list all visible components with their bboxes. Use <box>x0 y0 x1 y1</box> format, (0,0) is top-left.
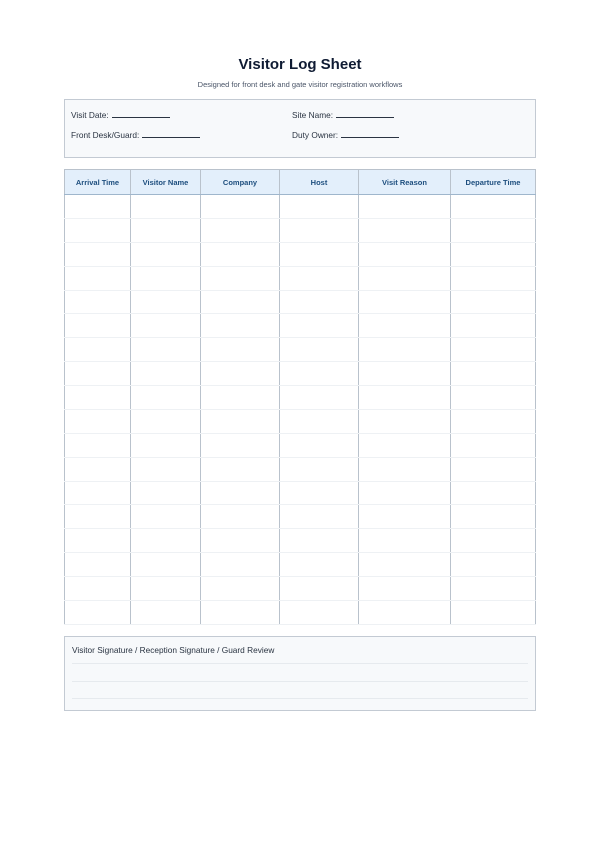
table-cell[interactable] <box>451 505 536 529</box>
duty-owner-blank[interactable] <box>341 130 399 138</box>
table-row <box>65 481 536 505</box>
table-cell[interactable] <box>280 577 359 601</box>
table-cell[interactable] <box>65 553 131 577</box>
table-cell[interactable] <box>65 481 131 505</box>
table-cell[interactable] <box>451 577 536 601</box>
table-cell[interactable] <box>451 338 536 362</box>
table-row <box>65 290 536 314</box>
table-row <box>65 195 536 219</box>
table-cell[interactable] <box>451 409 536 433</box>
table-cell[interactable] <box>280 362 359 386</box>
column-header-visitor-name: Visitor Name <box>131 170 201 195</box>
front-desk-blank[interactable] <box>142 130 200 138</box>
table-cell[interactable] <box>65 457 131 481</box>
visit-info-panel <box>64 99 536 158</box>
table-cell[interactable] <box>280 242 359 266</box>
table-cell[interactable] <box>65 290 131 314</box>
table-cell[interactable] <box>65 195 131 219</box>
table-cell[interactable] <box>359 409 451 433</box>
table-cell[interactable] <box>131 195 201 219</box>
duty-owner-field[interactable] <box>292 130 399 140</box>
table-row <box>65 433 536 457</box>
table-cell[interactable] <box>201 553 280 577</box>
table-cell[interactable] <box>451 314 536 338</box>
site-name-label: Site Name: <box>292 110 334 120</box>
table-cell[interactable] <box>359 433 451 457</box>
table-cell[interactable] <box>280 481 359 505</box>
table-cell[interactable] <box>280 529 359 553</box>
table-cell[interactable] <box>359 362 451 386</box>
table-cell[interactable] <box>131 577 201 601</box>
table-row <box>65 338 536 362</box>
table-cell[interactable] <box>359 290 451 314</box>
table-cell[interactable] <box>451 242 536 266</box>
table-row <box>65 409 536 433</box>
table-cell[interactable] <box>131 433 201 457</box>
table-cell[interactable] <box>359 338 451 362</box>
column-header-visit-reason: Visit Reason <box>359 170 451 195</box>
table-cell[interactable] <box>65 433 131 457</box>
table-cell[interactable] <box>280 505 359 529</box>
column-header-host: Host <box>280 170 359 195</box>
table-cell[interactable] <box>201 386 280 410</box>
table-row <box>65 529 536 553</box>
table-cell[interactable] <box>359 481 451 505</box>
table-cell[interactable] <box>451 362 536 386</box>
table-cell[interactable] <box>201 457 280 481</box>
table-cell[interactable] <box>451 266 536 290</box>
table-cell[interactable] <box>131 314 201 338</box>
table-cell[interactable] <box>201 242 280 266</box>
table-cell[interactable] <box>280 290 359 314</box>
table-cell[interactable] <box>201 266 280 290</box>
table-cell[interactable] <box>131 362 201 386</box>
table-cell[interactable] <box>280 409 359 433</box>
table-cell[interactable] <box>65 266 131 290</box>
table-cell[interactable] <box>451 529 536 553</box>
table-cell[interactable] <box>359 242 451 266</box>
visit-date-field[interactable] <box>71 110 170 120</box>
signature-line[interactable] <box>72 698 528 699</box>
table-cell[interactable] <box>65 409 131 433</box>
table-cell[interactable] <box>131 218 201 242</box>
site-name-field[interactable] <box>292 110 394 120</box>
table-cell[interactable] <box>280 457 359 481</box>
table-row <box>65 362 536 386</box>
table-cell[interactable] <box>65 314 131 338</box>
page-title: Visitor Log Sheet <box>238 56 362 73</box>
table-cell[interactable] <box>65 218 131 242</box>
table-cell[interactable] <box>451 433 536 457</box>
table-cell[interactable] <box>280 433 359 457</box>
table-cell[interactable] <box>359 457 451 481</box>
column-header-departure-time: Departure Time <box>451 170 536 195</box>
table-cell[interactable] <box>131 338 201 362</box>
table-cell[interactable] <box>280 600 359 624</box>
table-cell[interactable] <box>280 386 359 410</box>
table-cell[interactable] <box>65 600 131 624</box>
table-cell[interactable] <box>359 218 451 242</box>
table-cell[interactable] <box>280 553 359 577</box>
table-header-row <box>65 170 536 195</box>
table-cell[interactable] <box>359 600 451 624</box>
duty-owner-label: Duty Owner: <box>292 130 339 140</box>
table-cell[interactable] <box>201 409 280 433</box>
table-cell[interactable] <box>280 195 359 219</box>
table-cell[interactable] <box>201 314 280 338</box>
table-cell[interactable] <box>131 266 201 290</box>
table-cell[interactable] <box>359 553 451 577</box>
table-row <box>65 457 536 481</box>
table-cell[interactable] <box>451 218 536 242</box>
table-cell[interactable] <box>201 195 280 219</box>
table-cell[interactable] <box>451 457 536 481</box>
table-row <box>65 505 536 529</box>
column-header-company: Company <box>201 170 280 195</box>
signature-label: Visitor Signature / Reception Signature / Guard Review <box>72 645 275 655</box>
table-cell[interactable] <box>201 362 280 386</box>
table-row <box>65 266 536 290</box>
signature-panel <box>64 636 536 711</box>
site-name-blank[interactable] <box>336 110 394 118</box>
table-cell[interactable] <box>280 314 359 338</box>
front-desk-field[interactable] <box>71 130 200 140</box>
table-cell[interactable] <box>65 242 131 266</box>
table-cell[interactable] <box>65 577 131 601</box>
table-cell[interactable] <box>131 242 201 266</box>
table-cell[interactable] <box>65 338 131 362</box>
table-row <box>65 242 536 266</box>
table-cell[interactable] <box>451 290 536 314</box>
table-cell[interactable] <box>65 362 131 386</box>
table-cell[interactable] <box>280 338 359 362</box>
table-cell[interactable] <box>451 481 536 505</box>
column-header-arrival-time: Arrival Time <box>65 170 131 195</box>
visit-date-blank[interactable] <box>112 110 170 118</box>
table-cell[interactable] <box>451 386 536 410</box>
visit-date-label: Visit Date: <box>71 110 109 120</box>
table-cell[interactable] <box>201 433 280 457</box>
table-cell[interactable] <box>359 529 451 553</box>
table-cell[interactable] <box>359 314 451 338</box>
table-cell[interactable] <box>201 505 280 529</box>
front-desk-label: Front Desk/Guard: <box>71 130 140 140</box>
signature-line[interactable] <box>72 681 528 682</box>
table-cell[interactable] <box>201 577 280 601</box>
table-row <box>65 600 536 624</box>
table-cell[interactable] <box>280 218 359 242</box>
table-cell[interactable] <box>131 290 201 314</box>
table-cell[interactable] <box>131 553 201 577</box>
table-cell[interactable] <box>131 529 201 553</box>
table-cell[interactable] <box>65 505 131 529</box>
table-cell[interactable] <box>359 266 451 290</box>
table-cell[interactable] <box>201 290 280 314</box>
signature-line[interactable] <box>72 663 528 664</box>
table-cell[interactable] <box>201 481 280 505</box>
table-cell[interactable] <box>201 338 280 362</box>
page-subtitle: Designed for front desk and gate visitor registration workflows <box>197 80 403 89</box>
table-cell[interactable] <box>280 266 359 290</box>
table-row <box>65 553 536 577</box>
table-cell[interactable] <box>131 600 201 624</box>
table-cell[interactable] <box>451 553 536 577</box>
table-cell[interactable] <box>65 529 131 553</box>
table-body <box>65 195 536 625</box>
table-cell[interactable] <box>201 600 280 624</box>
table-row <box>65 386 536 410</box>
table-cell[interactable] <box>451 600 536 624</box>
table-row <box>65 218 536 242</box>
table-cell[interactable] <box>65 386 131 410</box>
visitor-log-table <box>64 169 536 625</box>
table-cell[interactable] <box>131 505 201 529</box>
table-cell[interactable] <box>359 386 451 410</box>
table-cell[interactable] <box>131 457 201 481</box>
table-cell[interactable] <box>131 386 201 410</box>
table-cell[interactable] <box>359 505 451 529</box>
table-cell[interactable] <box>201 529 280 553</box>
table-cell[interactable] <box>131 481 201 505</box>
table-cell[interactable] <box>451 195 536 219</box>
table-row <box>65 314 536 338</box>
table-cell[interactable] <box>201 218 280 242</box>
table-cell[interactable] <box>359 195 451 219</box>
table-cell[interactable] <box>359 577 451 601</box>
table-cell[interactable] <box>131 409 201 433</box>
table-row <box>65 577 536 601</box>
